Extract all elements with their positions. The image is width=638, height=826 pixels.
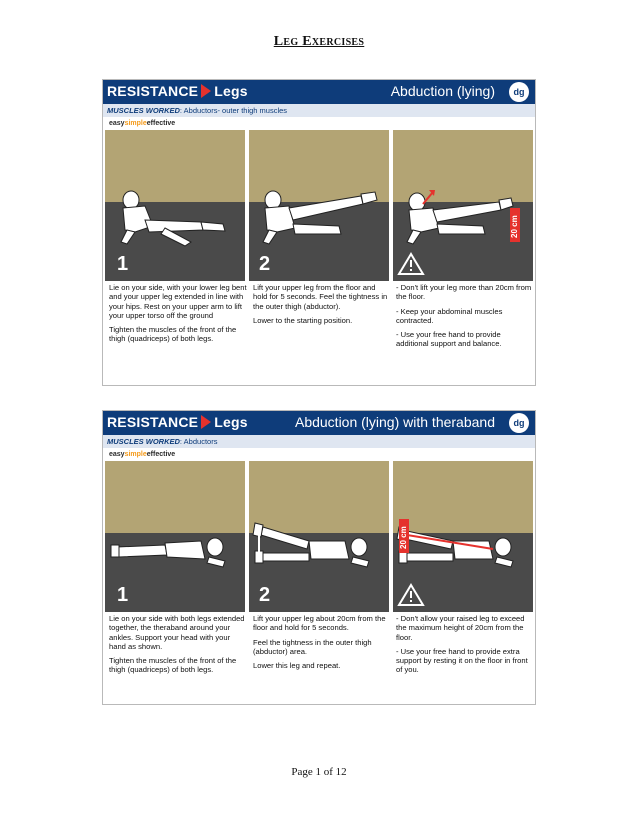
muscles-worked: MUSCLES WORKED: Abductors	[103, 435, 535, 448]
height-limit-label: 20 cm	[510, 215, 519, 238]
brand-logo-icon: dg	[509, 82, 529, 102]
brand-logo-icon: dg	[509, 413, 529, 433]
exercise-card-abduction	[102, 79, 536, 386]
illustration-warning	[393, 130, 533, 281]
instructions-warnings: - Don't allow your raised leg to exceed the maximum height of 20cm from the floor. - Use your free hand to provide extra support by resting it on the floor in front of you.	[396, 614, 528, 675]
exercise-title: Abduction (lying) with theraband	[294, 414, 495, 430]
instructions-warnings: - Don't lift your leg more than 20cm from the floor. - Keep your abdominal muscles contracted. - Use your free hand to provide additional support and balance.	[396, 283, 532, 349]
play-arrow-icon	[201, 415, 211, 429]
illustration-panels	[103, 461, 535, 612]
card-header	[103, 80, 535, 104]
step-number: 2	[259, 253, 271, 275]
muscles-worked: MUSCLES WORKED: Abductors- outer thigh muscles	[103, 104, 535, 117]
play-arrow-icon	[201, 84, 211, 98]
illustration-step-1	[105, 130, 245, 281]
instruction-columns	[103, 281, 535, 385]
brand-label: RESISTANCE Legs	[107, 83, 248, 99]
step-number: 1	[117, 253, 129, 275]
illustration-step-2	[249, 461, 389, 612]
illustration-step-2	[249, 130, 389, 281]
instructions-step-1: Lie on your side with both legs extended together, the theraband around your ankles. Support your head with your hand as shown. Tighten the muscles of the front of the thigh (quadriceps) of both legs.	[109, 614, 245, 675]
step-number: 1	[117, 584, 129, 606]
illustration-step-1	[105, 461, 245, 612]
instructions-step-2: Lift your upper leg from the floor and hold for 5 seconds. Feel the tightness in the outer thigh (abductor). Lower to the starting position.	[253, 283, 388, 325]
exercise-card-abduction-theraband	[102, 410, 536, 705]
tagline: easysimpleeffective	[109, 451, 176, 458]
card-header	[103, 411, 535, 435]
illustration-warning	[393, 461, 533, 612]
step-number: 2	[259, 584, 271, 606]
exercise-title: Abduction (lying)	[390, 83, 495, 99]
instructions-step-2: Lift your upper leg about 20cm from the floor and hold for 5 seconds. Feel the tightness in the outer thigh (abductor) area. Lower this leg and repeat.	[253, 614, 386, 671]
tagline: easysimpleeffective	[109, 120, 176, 127]
brand-label: RESISTANCE Legs	[107, 414, 248, 430]
illustration-panels	[103, 130, 535, 281]
instruction-columns	[103, 612, 535, 704]
height-limit-label: 20 cm	[399, 526, 408, 549]
page-title: Leg Exercises	[273, 34, 365, 49]
page-number: Page 1 of 12	[291, 766, 347, 778]
instructions-step-1: Lie on your side, with your lower leg bent and your upper leg extended in line with your hips. Rest on your upper arm to lift your upper torso off the ground Tighten the muscles of the front of the thigh (quadriceps) of both legs.	[109, 283, 247, 344]
